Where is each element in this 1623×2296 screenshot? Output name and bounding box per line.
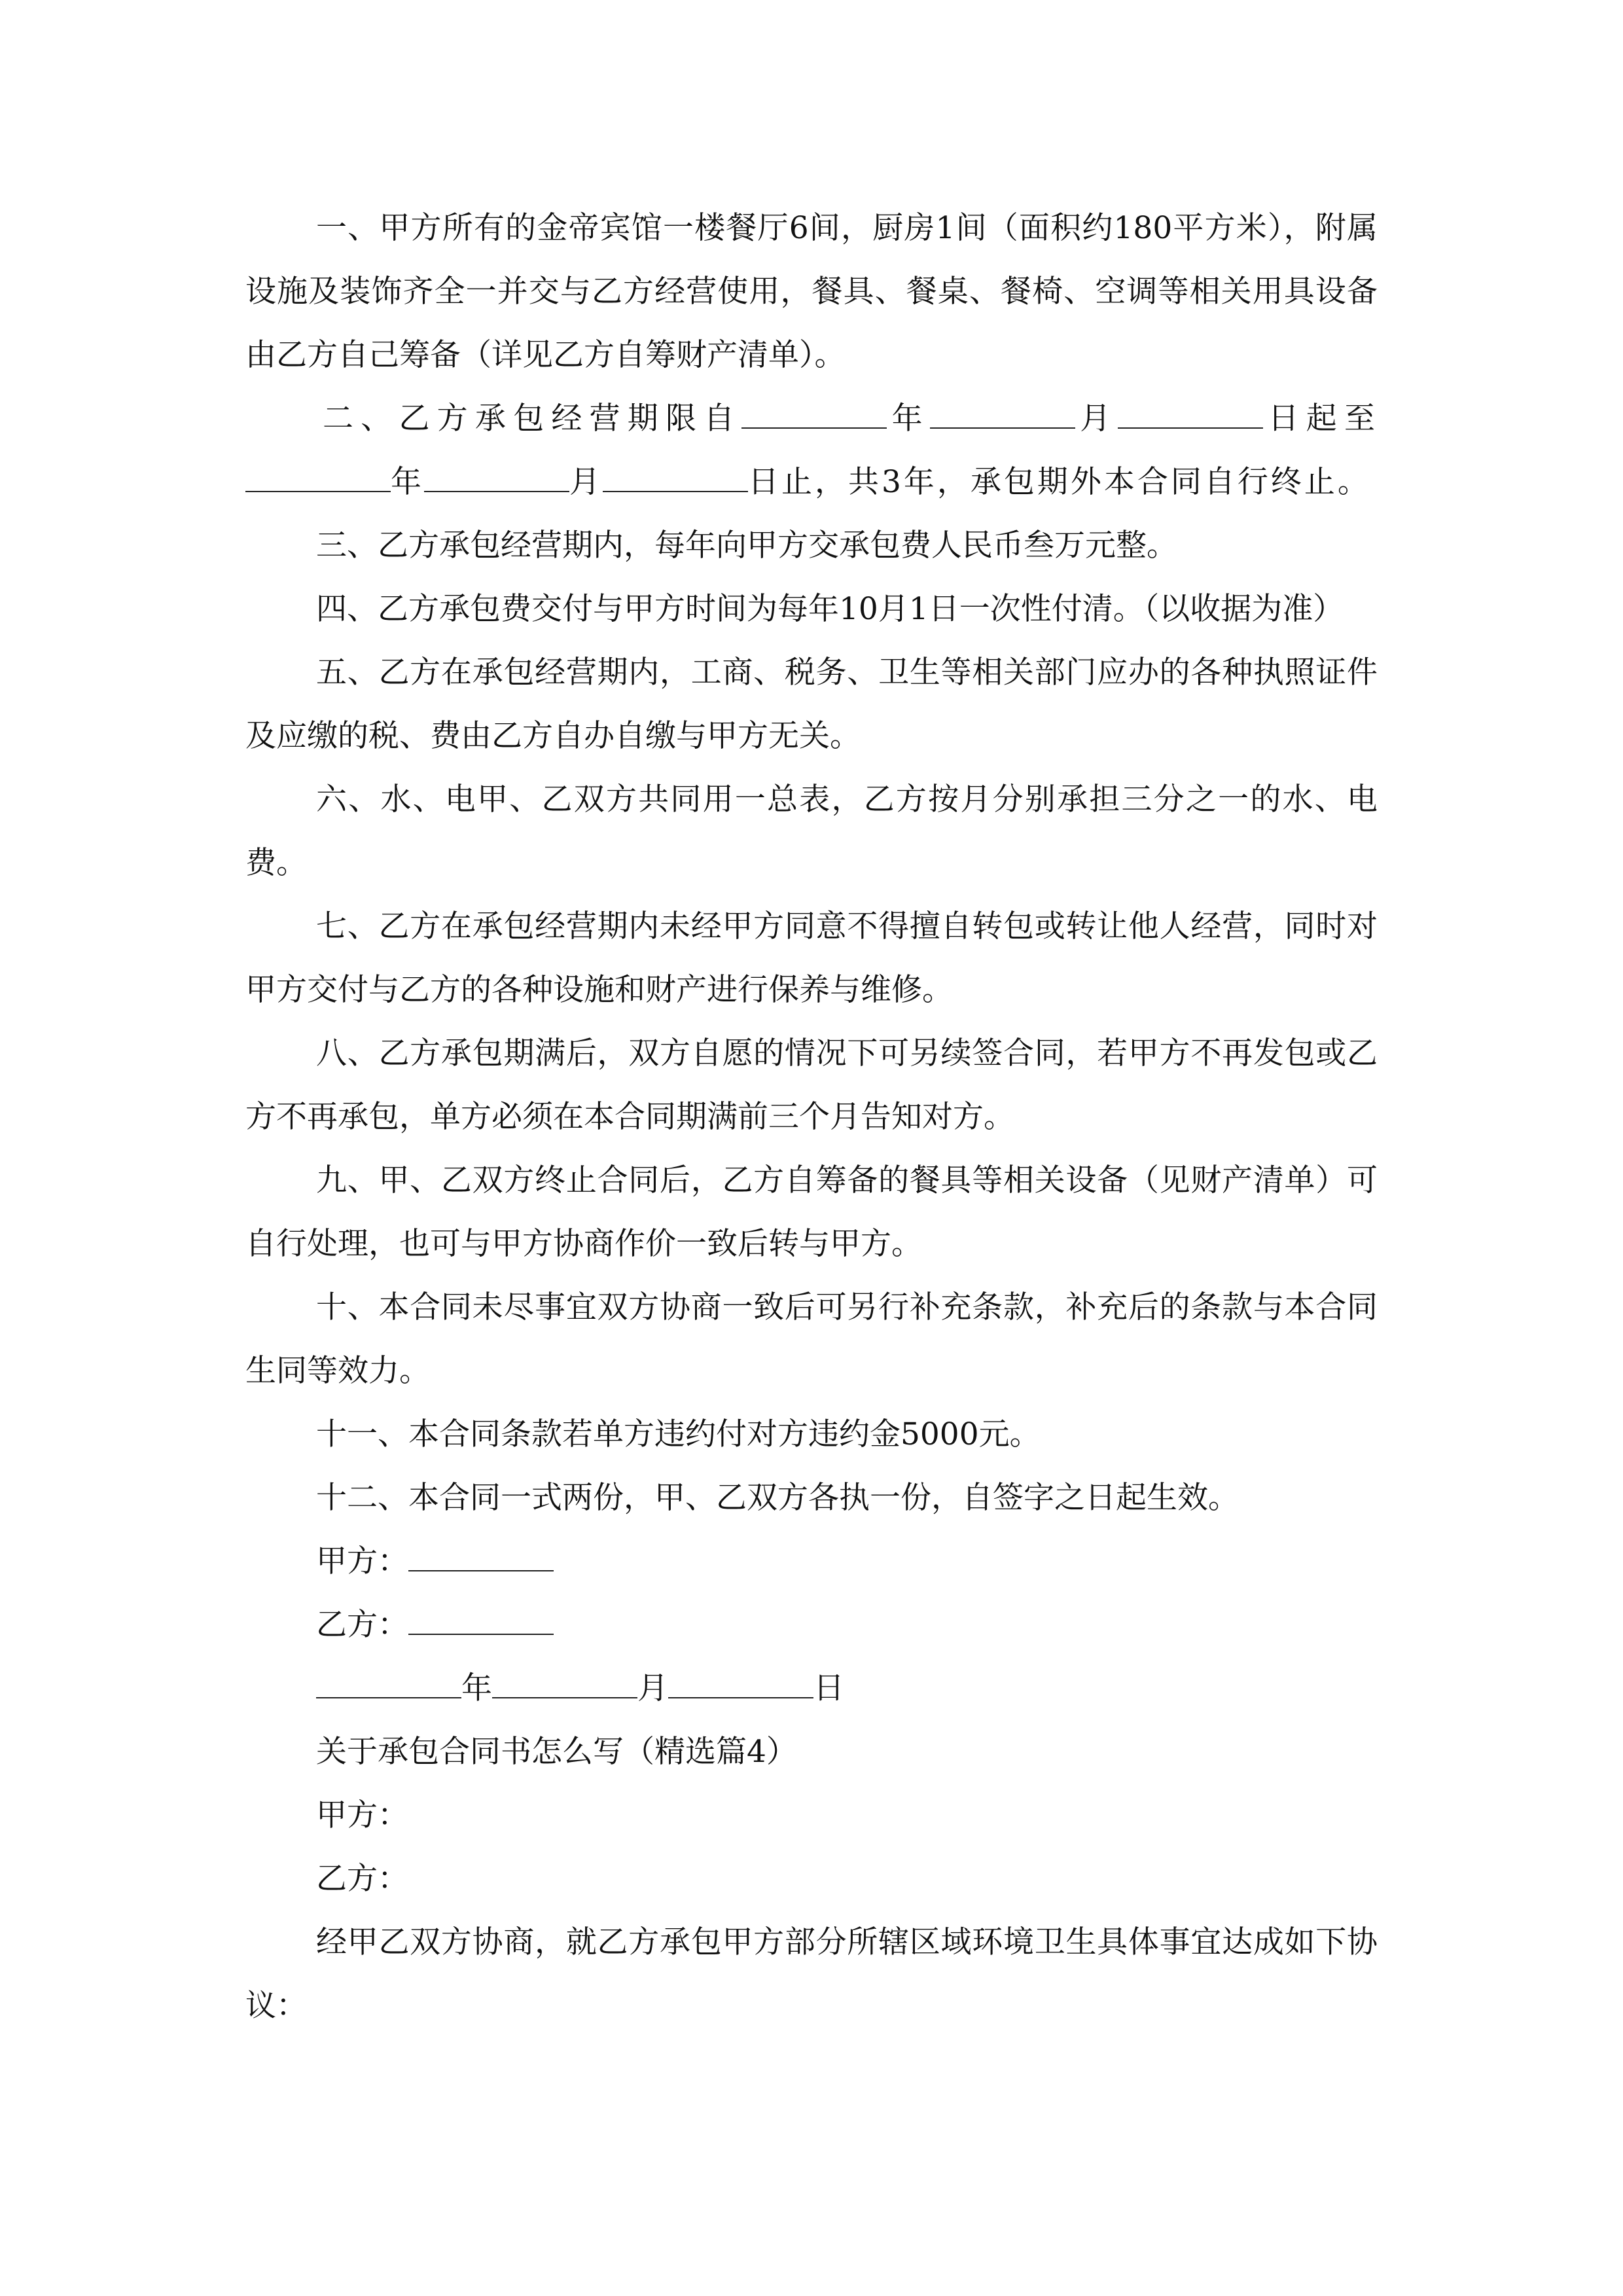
- section-4-party-b: 乙方：: [316, 1861, 408, 1897]
- clause-2-prefix: 二、乙方承包经营期限自: [323, 401, 742, 437]
- clause-11: 十一、本合同条款若单方违约付对方违约金5000元。: [316, 1416, 1041, 1452]
- clause-1: 一、甲方所有的金帝宾馆一楼餐厅6间，厨房1间（面积约180平方米），附属设施及装饰齐全一并交与乙方经营使用，餐具、餐桌、餐椅、空调等相关用具设备由乙方自己筹备（详见乙方自筹财产清单）。: [245, 210, 1378, 373]
- section-4-title: 关于承包合同书怎么写（精选篇4）: [316, 1734, 797, 1770]
- blank-start-year[interactable]: [741, 401, 887, 429]
- signature-day-blank[interactable]: [668, 1671, 813, 1698]
- signature-day-label: 日: [813, 1670, 844, 1706]
- clause-8: 八、乙方承包期满后，双方自愿的情况下可另续签合同，若甲方不再发包或乙方不再承包，单方必须在本合同期满前三个月告知对方。: [245, 1035, 1378, 1135]
- clause-5: 五、乙方在承包经营期内，工商、税务、卫生等相关部门应办的各种执照证件及应缴的税、费由乙方自办自缴与甲方无关。: [245, 655, 1378, 754]
- document-body: [245, 196, 1378, 2037]
- clause-2-suffix: 日止，共3年，承包期外本合同自行终止。: [748, 464, 1371, 500]
- signature-party-a-label: 甲方：: [316, 1543, 408, 1579]
- signature-date: [245, 1657, 1378, 1720]
- blank-start-month[interactable]: [930, 401, 1075, 429]
- clause-2: [245, 387, 1378, 514]
- blank-start-day[interactable]: [1118, 401, 1263, 429]
- clause-6: 六、水、电甲、乙双方共同用一总表，乙方按月分别承担三分之一的水、电费。: [245, 781, 1378, 881]
- clause-9: 九、甲、乙双方终止合同后，乙方自筹备的餐具等相关设备（见财产清单）可自行处理，也可与甲方协商作价一致后转与甲方。: [245, 1162, 1378, 1262]
- blank-end-year[interactable]: [245, 465, 391, 492]
- clause-12: 十二、本合同一式两份，甲、乙双方各执一份，自签字之日起生效。: [316, 1480, 1239, 1516]
- section-4-intro: 经甲乙双方协商，就乙方承包甲方部分所辖区域环境卫生具体事宜达成如下协议：: [245, 1924, 1378, 2024]
- signature-party-b-blank[interactable]: [408, 1607, 554, 1635]
- clause-2-year-label: 年: [887, 401, 930, 437]
- signature-party-a: [245, 1530, 1378, 1593]
- clause-2-month2-label: 月: [569, 464, 603, 500]
- clause-2-day-label: 日起至: [1263, 401, 1378, 437]
- signature-month-label: 月: [637, 1670, 668, 1706]
- clause-2-year2-label: 年: [391, 464, 424, 500]
- signature-party-a-blank[interactable]: [408, 1544, 554, 1571]
- signature-party-b-label: 乙方：: [316, 1607, 408, 1643]
- section-4-party-a: 甲方：: [316, 1797, 408, 1833]
- clause-10: 十、本合同未尽事宜双方协商一致后可另行补充条款，补充后的条款与本合同生同等效力。: [245, 1289, 1378, 1389]
- blank-end-month[interactable]: [424, 465, 569, 492]
- signature-year-label: 年: [461, 1670, 492, 1706]
- signature-year-blank[interactable]: [316, 1671, 461, 1698]
- clause-4: 四、乙方承包费交付与甲方时间为每年10月1日一次性付清。（以收据为准）: [316, 591, 1344, 627]
- clause-2-month-label: 月: [1075, 401, 1118, 437]
- blank-end-day[interactable]: [603, 465, 748, 492]
- signature-party-b: [245, 1593, 1378, 1657]
- signature-month-blank[interactable]: [492, 1671, 637, 1698]
- clause-7: 七、乙方在承包经营期内未经甲方同意不得擅自转包或转让他人经营，同时对甲方交付与乙方的各种设施和财产进行保养与维修。: [245, 908, 1378, 1008]
- clause-3: 三、乙方承包经营期内，每年向甲方交承包费人民币叁万元整。: [316, 528, 1177, 564]
